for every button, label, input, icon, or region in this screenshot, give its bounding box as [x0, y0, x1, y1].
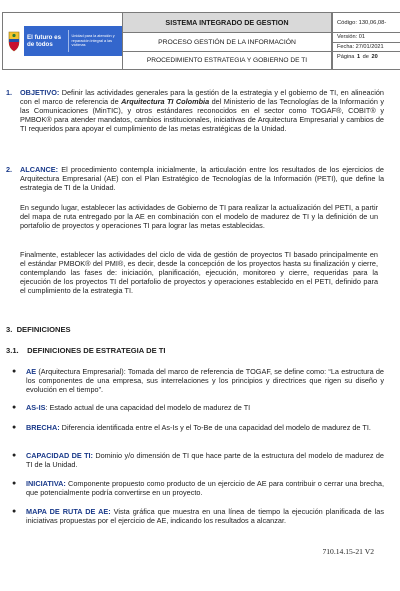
- definition-body: Diferencia identificada entre el As-Is y el To-Be de una capacidad del modelo de madurez de TI.: [59, 423, 371, 432]
- colombia-shield-icon: [7, 30, 21, 52]
- definition-body: Vista gráfica que muestra en una línea de tiempo la ejecución planificada de las iniciativas propuestas por el ejercicio de AE, indicando los resultados a alcanzar.: [26, 507, 384, 525]
- definition-text: [26, 451, 384, 469]
- header-title-cell: [122, 12, 332, 70]
- section-number: 3.: [6, 325, 13, 334]
- page-indicator: [333, 52, 400, 62]
- bullet-icon: ●: [12, 424, 17, 431]
- footer-form-code: 710.14.15-21 V2: [322, 547, 374, 556]
- bullet-icon: ●: [12, 404, 17, 411]
- objetivo-label: OBJETIVO:: [20, 88, 60, 97]
- bullet-icon: ●: [12, 508, 17, 515]
- document-date: Fecha: 27/01/2021: [333, 43, 400, 53]
- definition-text: [26, 507, 384, 525]
- procedure-name: PROCEDIMIENTO ESTRATEGIA Y GOBIERNO DE TI: [146, 57, 308, 64]
- definition-term: AS-IS: [26, 403, 46, 412]
- definition-body: : Estado actual de una capacidad del modelo de madurez de TI: [45, 403, 251, 412]
- system-title: SISTEMA INTEGRADO DE GESTION: [123, 13, 331, 33]
- logo-cell: [2, 12, 122, 70]
- alcance-paragraph-3: Finalmente, establecer las actividades del ciclo de vida de gestión de proyectos TI basado principalmente en el estándar PMBOK® del PMI®, es decir, desde la concepción de los proyectos hasta su finalización y cierre, contemplando las fases de: iniciación, planificación, ejecución, monitoreo y cierre, requeridas para la ejecución de los proyectos TI del portafolio de proyectos y operaciones establecido en el PETI, definido para el cumplimiento de la estrategia TI.: [20, 250, 378, 295]
- definition-text: [26, 367, 384, 394]
- document-header: [0, 12, 400, 70]
- subsection-heading: [6, 346, 166, 355]
- bullet-icon: ●: [12, 368, 17, 375]
- objetivo-paragraph: [20, 88, 384, 133]
- definition-term: BRECHA:: [26, 423, 60, 432]
- definition-text: [26, 403, 384, 412]
- objetivo-emphasis: Arquitectura TI Colombia: [121, 97, 210, 106]
- page-total: 20: [371, 53, 378, 60]
- alcance-paragraph-2: En segundo lugar, establecer las actividades de Gobierno de TI para realizar la actualización del PETI, a partir del mapa de ruta entregado por la AE en combinación con el modelo de madurez de TI y la definición de un portafolio de proyectos y operaciones TI para lograr las metas establecidas.: [20, 203, 378, 230]
- government-logo: [24, 26, 122, 56]
- logo-separator: [68, 30, 69, 52]
- section-number: 2.: [6, 165, 13, 174]
- bullet-icon: ●: [12, 452, 17, 459]
- section-number: 1.: [6, 88, 13, 97]
- definition-text: [26, 479, 384, 497]
- document-code: Código: 130,06,08-: [333, 13, 400, 33]
- definition-body: (Arquitectura Empresarial): Tomada del marco de referencia de TOGAF, se define como: “La estructura de los componentes de una empresa, sus interrelaciones y los principios y directrices que rigen su diseño y evolución en el tiempo”.: [26, 367, 384, 394]
- definition-body: Componente propuesto como producto de un ejercicio de AE para contribuir o cerrar una brecha, que potencialmente podría convertirse en un proyecto.: [26, 479, 384, 497]
- document-version: Versión: 01: [333, 33, 400, 43]
- alcance-label: ALCANCE:: [20, 165, 59, 174]
- header-meta-cell: [332, 12, 400, 70]
- definition-term: CAPACIDAD DE TI:: [26, 451, 93, 460]
- page-prefix: Página: [337, 53, 355, 60]
- definition-term: MAPA DE RUTA DE AE:: [26, 507, 111, 516]
- definition-term: INICIATIVA:: [26, 479, 66, 488]
- section-title: DEFINICIONES: [16, 325, 71, 334]
- definition-body: Dominio y/o dimensión de TI que hace parte de la estructura del modelo de madurez de TI de la Unidad.: [26, 451, 384, 469]
- definition-term: AE: [26, 367, 37, 376]
- objetivo-text-a: Definir las actividades generales para la gestión de la estrategia y el gobierno de TI, en alineación con el marco de referencia de: [20, 88, 384, 106]
- objetivo-text-b: del Ministerio de las Tecnologías de la Información y las Comunicaciones (MinTIC), y otros estándares reconocidos en el sector como TOGAF®, COBIT® y PMBOK® para atender mandatos, cambios institucionales, iniciativas de Arquitectura Empresarial y cambios de TI requeridos para apoyar el cumplimiento de las metas estratégicas de la Unidad.: [20, 97, 384, 133]
- process-name: PROCESO GESTIÓN DE LA INFORMACIÓN: [123, 33, 331, 52]
- logo-sub-text: Unidad para la atención y reparación integral a las víctimas: [71, 34, 115, 48]
- page-sep: de: [362, 53, 369, 60]
- alcance-paragraph: [20, 165, 384, 192]
- logo-main-text: El futuro es de todos: [27, 34, 62, 48]
- bullet-icon: ●: [12, 480, 17, 487]
- subsection-number: 3.1.: [6, 346, 19, 355]
- alcance-text: El procedimiento contempla inicialmente, la articulación entre los resultados de los ejercicios de Arquitectura Empresarial (AE) con el Plan Estratégico de Tecnologías de la Información (PETI), que define la estrategia de TI de la Unidad.: [20, 165, 384, 192]
- subsection-title: DEFINICIONES DE ESTRATEGIA DE TI: [27, 346, 166, 355]
- section-definiciones-heading: [6, 325, 71, 334]
- page-current: 1: [356, 53, 361, 60]
- definition-text: [26, 423, 384, 432]
